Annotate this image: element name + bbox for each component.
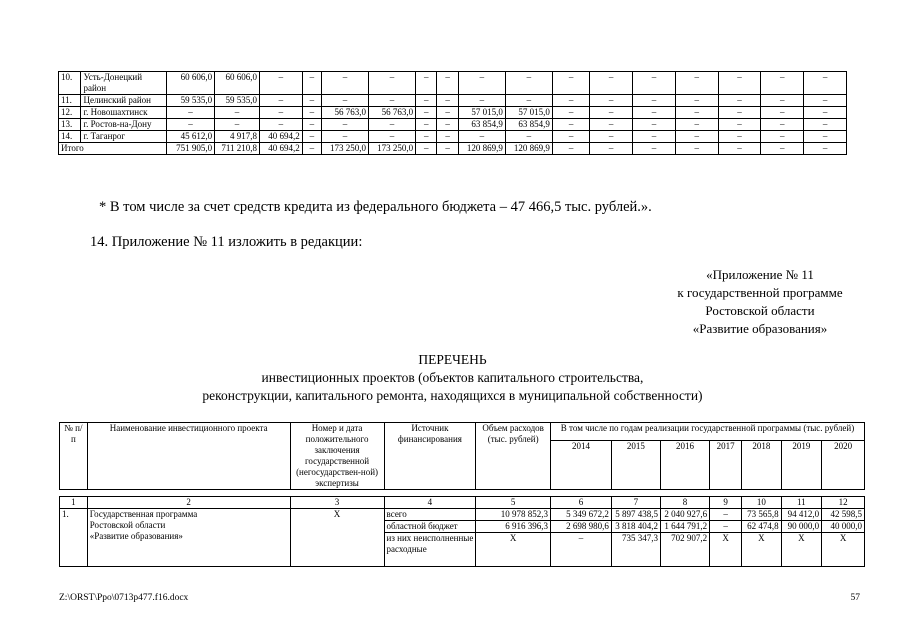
column-numbers-row bbox=[60, 497, 865, 509]
value-cell: – bbox=[804, 107, 847, 119]
col-number: 7 bbox=[611, 497, 660, 509]
year-value: 5 349 672,2 bbox=[551, 509, 612, 521]
value-cell: 57 015,0 bbox=[458, 107, 505, 119]
year-value: – bbox=[710, 509, 742, 521]
value-cell: – bbox=[761, 72, 804, 95]
value-cell: – bbox=[416, 72, 437, 95]
program-name bbox=[87, 509, 290, 567]
value-cell: – bbox=[718, 131, 761, 143]
value-cell: – bbox=[302, 95, 321, 107]
value-cell: – bbox=[416, 119, 437, 131]
col-number: 11 bbox=[781, 497, 822, 509]
year-value: 40 000,0 bbox=[822, 521, 865, 533]
district-row bbox=[59, 95, 847, 107]
row-number: 13. bbox=[59, 119, 81, 131]
year-value: 2 040 927,6 bbox=[660, 509, 709, 521]
district-row bbox=[59, 119, 847, 131]
investment-projects-table bbox=[59, 422, 865, 567]
value-cell: – bbox=[590, 72, 633, 95]
value-cell: – bbox=[590, 119, 633, 131]
value-cell: – bbox=[761, 95, 804, 107]
value-cell: – bbox=[804, 131, 847, 143]
value-cell: – bbox=[505, 72, 552, 95]
header-year: 2019 bbox=[781, 441, 822, 490]
value-cell: – bbox=[437, 72, 458, 95]
value-cell: – bbox=[633, 72, 676, 95]
value-cell: – bbox=[675, 72, 718, 95]
list-title: ПЕРЕЧЕНЬ bbox=[418, 352, 487, 367]
source-cell: всего bbox=[384, 509, 476, 521]
list-subtitle-1: инвестиционных проектов (объектов капитального строительства, bbox=[261, 370, 644, 385]
volume-cell: 10 978 852,3 bbox=[476, 509, 551, 521]
value-cell: – bbox=[633, 131, 676, 143]
value-cell: – bbox=[718, 119, 761, 131]
value-cell: – bbox=[633, 119, 676, 131]
value-cell: – bbox=[675, 131, 718, 143]
year-value: 1 644 791,2 bbox=[660, 521, 709, 533]
total-value: – bbox=[761, 143, 804, 155]
value-cell: – bbox=[590, 107, 633, 119]
value-cell: – bbox=[322, 119, 369, 131]
district-name: г. Таганрог bbox=[81, 131, 167, 143]
value-cell: 59 535,0 bbox=[215, 95, 260, 107]
col-number: 4 bbox=[384, 497, 476, 509]
total-value: – bbox=[416, 143, 437, 155]
year-value: Х bbox=[742, 533, 782, 567]
year-value: 735 347,3 bbox=[611, 533, 660, 567]
col-number: 9 bbox=[710, 497, 742, 509]
value-cell: – bbox=[552, 95, 589, 107]
list-subtitle-2: реконструкции, капитального ремонта, находящихся в муниципальной собственности) bbox=[202, 388, 703, 403]
value-cell: – bbox=[437, 119, 458, 131]
value-cell: – bbox=[302, 72, 321, 95]
year-value: 42 598,5 bbox=[822, 509, 865, 521]
year-value: 2 698 980,6 bbox=[551, 521, 612, 533]
district-name: Усть-Донецкий район bbox=[81, 72, 167, 95]
year-value: 94 412,0 bbox=[781, 509, 822, 521]
header-year: 2015 bbox=[611, 441, 660, 490]
districts-table bbox=[58, 71, 847, 155]
row-number: 14. bbox=[59, 131, 81, 143]
district-row bbox=[59, 107, 847, 119]
total-value: – bbox=[552, 143, 589, 155]
col-number: 1 bbox=[60, 497, 88, 509]
table2-header-row bbox=[60, 423, 865, 441]
program-num: 1. bbox=[60, 509, 88, 567]
value-cell: 40 694,2 bbox=[260, 131, 303, 143]
value-cell: – bbox=[416, 95, 437, 107]
value-cell: – bbox=[675, 119, 718, 131]
annex-line-1: «Приложение № 11 bbox=[706, 267, 814, 282]
total-value: – bbox=[633, 143, 676, 155]
year-value: Х bbox=[781, 533, 822, 567]
col-number: 8 bbox=[660, 497, 709, 509]
value-cell: – bbox=[260, 107, 303, 119]
value-cell: – bbox=[675, 95, 718, 107]
total-value: – bbox=[437, 143, 458, 155]
value-cell: – bbox=[215, 107, 260, 119]
value-cell: – bbox=[302, 119, 321, 131]
value-cell: – bbox=[166, 107, 214, 119]
header-source: Источник финансирования bbox=[384, 423, 476, 490]
value-cell: – bbox=[718, 72, 761, 95]
value-cell: – bbox=[505, 131, 552, 143]
value-cell: – bbox=[260, 95, 303, 107]
value-cell: – bbox=[761, 119, 804, 131]
total-value: – bbox=[804, 143, 847, 155]
value-cell: – bbox=[590, 131, 633, 143]
total-value: – bbox=[675, 143, 718, 155]
volume-cell: Х bbox=[476, 533, 551, 567]
total-value: 173 250,0 bbox=[322, 143, 369, 155]
row-number: 12. bbox=[59, 107, 81, 119]
district-row bbox=[59, 72, 847, 95]
footer-file-path: Z:\ORST\Ppo\0713p477.f16.docx bbox=[59, 593, 189, 603]
total-value: 120 869,9 bbox=[458, 143, 505, 155]
value-cell: – bbox=[260, 119, 303, 131]
value-cell: – bbox=[590, 95, 633, 107]
year-value: 702 907,2 bbox=[660, 533, 709, 567]
value-cell: – bbox=[322, 131, 369, 143]
year-value: 5 897 438,5 bbox=[611, 509, 660, 521]
header-years-group: В том числе по годам реализации государственной программы (тыс. рублей) bbox=[551, 423, 865, 441]
value-cell: 4 917,8 bbox=[215, 131, 260, 143]
table2-spacer bbox=[60, 490, 865, 497]
source-cell: из них неисполненные расходные bbox=[384, 533, 476, 567]
header-volume: Объем расходов (тыс. рублей) bbox=[476, 423, 551, 490]
districts-table-body bbox=[59, 72, 847, 155]
value-cell: – bbox=[718, 95, 761, 107]
row-number: 11. bbox=[59, 95, 81, 107]
program-row bbox=[60, 509, 865, 521]
value-cell: – bbox=[215, 119, 260, 131]
year-value: 3 818 404,2 bbox=[611, 521, 660, 533]
header-year: 2016 bbox=[660, 441, 709, 490]
value-cell: 59 535,0 bbox=[166, 95, 214, 107]
col-number: 6 bbox=[551, 497, 612, 509]
program-name-line: «Развитие образования» bbox=[89, 531, 183, 541]
value-cell: – bbox=[322, 72, 369, 95]
value-cell: – bbox=[552, 72, 589, 95]
total-label: Итого bbox=[59, 143, 167, 155]
col-number: 5 bbox=[476, 497, 551, 509]
row-number: 10. bbox=[59, 72, 81, 95]
total-row bbox=[59, 143, 847, 155]
header-year: 2018 bbox=[742, 441, 782, 490]
header-conclusion: Номер и дата положительного заключения государственной (негосударствен-ной) экспертизы bbox=[290, 423, 384, 490]
header-year: 2014 bbox=[551, 441, 612, 490]
value-cell: – bbox=[718, 107, 761, 119]
year-value: – bbox=[551, 533, 612, 567]
value-cell: – bbox=[675, 107, 718, 119]
annex-line-3: Ростовской области bbox=[705, 303, 815, 318]
col-number: 2 bbox=[87, 497, 290, 509]
value-cell: – bbox=[761, 107, 804, 119]
value-cell: – bbox=[369, 131, 416, 143]
value-cell: – bbox=[458, 95, 505, 107]
value-cell: – bbox=[804, 95, 847, 107]
header-year: 2020 bbox=[822, 441, 865, 490]
year-value: 62 474,8 bbox=[742, 521, 782, 533]
total-value: 173 250,0 bbox=[369, 143, 416, 155]
year-value: 73 565,8 bbox=[742, 509, 782, 521]
year-value: – bbox=[710, 521, 742, 533]
value-cell: – bbox=[369, 119, 416, 131]
total-value: 120 869,9 bbox=[505, 143, 552, 155]
value-cell: – bbox=[633, 95, 676, 107]
value-cell: – bbox=[369, 95, 416, 107]
value-cell: 57 015,0 bbox=[505, 107, 552, 119]
volume-cell: 6 916 396,3 bbox=[476, 521, 551, 533]
value-cell: 63 854,9 bbox=[505, 119, 552, 131]
year-value: Х bbox=[822, 533, 865, 567]
total-value: 711 210,8 bbox=[215, 143, 260, 155]
program-name-line: Государственная программа bbox=[89, 509, 198, 519]
total-value: 40 694,2 bbox=[260, 143, 303, 155]
value-cell: – bbox=[416, 107, 437, 119]
value-cell: – bbox=[322, 95, 369, 107]
footer-page-number: 57 bbox=[850, 593, 860, 603]
value-cell: 63 854,9 bbox=[458, 119, 505, 131]
annex-line-2: к государственной программе bbox=[677, 285, 843, 300]
annex-heading bbox=[630, 266, 890, 338]
total-value: – bbox=[718, 143, 761, 155]
value-cell: – bbox=[505, 95, 552, 107]
value-cell: – bbox=[437, 107, 458, 119]
value-cell: – bbox=[633, 107, 676, 119]
value-cell: – bbox=[302, 131, 321, 143]
value-cell: 56 763,0 bbox=[322, 107, 369, 119]
value-cell: – bbox=[552, 119, 589, 131]
header-year: 2017 bbox=[710, 441, 742, 490]
value-cell: – bbox=[804, 119, 847, 131]
program-name-line: Ростовской области bbox=[89, 520, 166, 530]
paragraph-14: 14. Приложение № 11 изложить в редакции: bbox=[90, 234, 363, 250]
program-conclusion: Х bbox=[290, 509, 384, 567]
header-name: Наименование инвестиционного проекта bbox=[87, 423, 290, 490]
value-cell: – bbox=[458, 72, 505, 95]
value-cell: – bbox=[761, 131, 804, 143]
col-number: 10 bbox=[742, 497, 782, 509]
value-cell: – bbox=[804, 72, 847, 95]
value-cell: – bbox=[437, 95, 458, 107]
value-cell: – bbox=[416, 131, 437, 143]
source-cell: областной бюджет bbox=[384, 521, 476, 533]
value-cell: – bbox=[302, 107, 321, 119]
total-value: 751 905,0 bbox=[166, 143, 214, 155]
district-name: Целинский район bbox=[81, 95, 167, 107]
value-cell: – bbox=[166, 119, 214, 131]
total-value: – bbox=[302, 143, 321, 155]
district-name: г. Новошахтинск bbox=[81, 107, 167, 119]
value-cell: 60 606,0 bbox=[166, 72, 214, 95]
value-cell: – bbox=[260, 72, 303, 95]
year-value: 90 000,0 bbox=[781, 521, 822, 533]
header-num: № п/п bbox=[60, 423, 88, 490]
annex-line-4: «Развитие образования» bbox=[692, 321, 828, 336]
value-cell: 60 606,0 bbox=[215, 72, 260, 95]
district-row bbox=[59, 131, 847, 143]
value-cell: – bbox=[458, 131, 505, 143]
value-cell: 56 763,0 bbox=[369, 107, 416, 119]
value-cell: – bbox=[552, 107, 589, 119]
value-cell: – bbox=[437, 131, 458, 143]
year-value: Х bbox=[710, 533, 742, 567]
value-cell: 45 612,0 bbox=[166, 131, 214, 143]
value-cell: – bbox=[369, 72, 416, 95]
total-value: – bbox=[590, 143, 633, 155]
value-cell: – bbox=[552, 131, 589, 143]
col-number: 3 bbox=[290, 497, 384, 509]
col-number: 12 bbox=[822, 497, 865, 509]
footnote: * В том числе за счет средств кредита из федерального бюджета – 47 466,5 тыс. рублей.». bbox=[99, 199, 652, 215]
district-name: г. Ростов-на-Дону bbox=[81, 119, 167, 131]
